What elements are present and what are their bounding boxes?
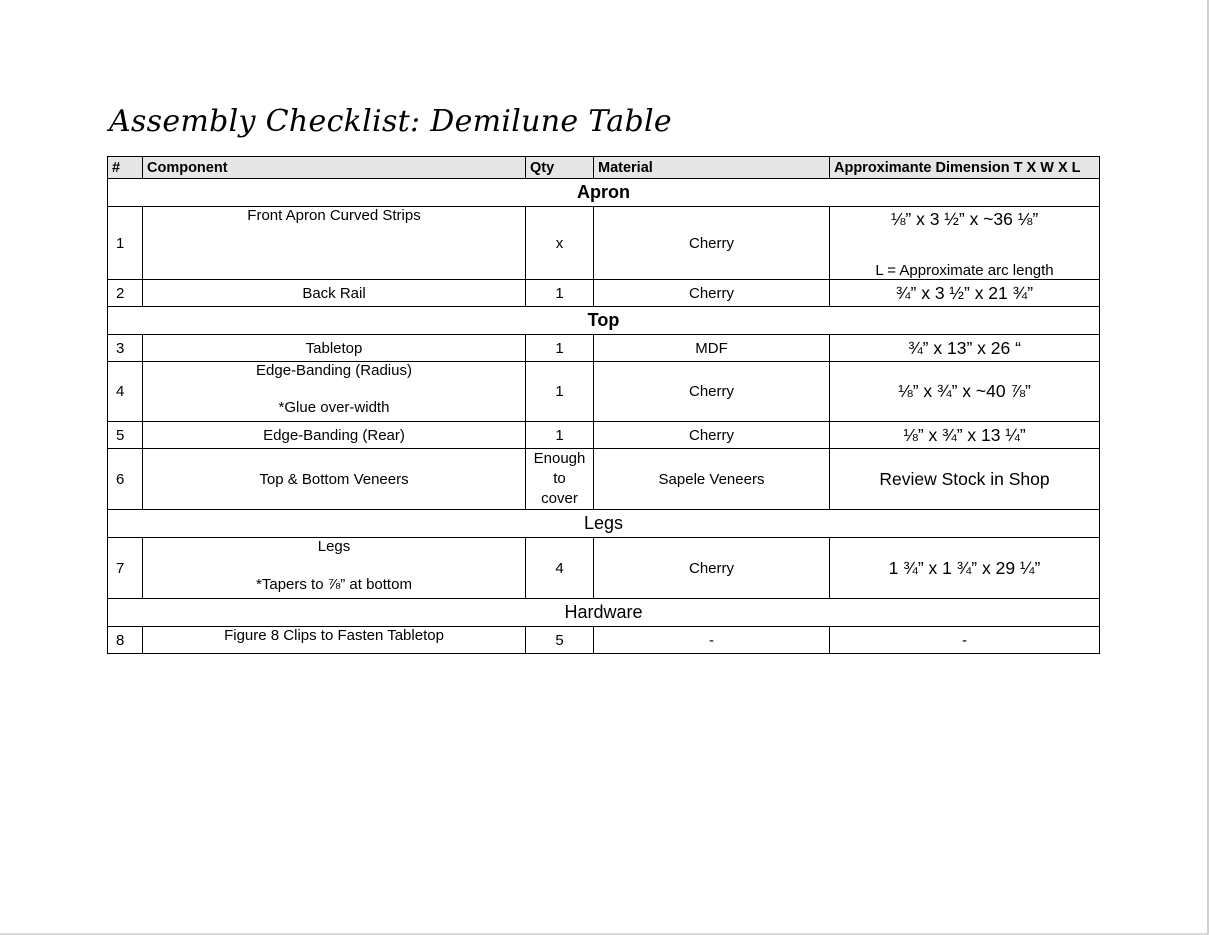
component-cell [143,362,526,422]
table-row [108,207,1100,280]
material-cell: Cherry [594,280,830,307]
section-title: Legs [108,510,1100,538]
section-row-hardware [108,599,1100,627]
document-title: Assembly Checklist: Demilune Table [109,104,672,139]
section-title: Hardware [108,599,1100,627]
section-row-legs [108,510,1100,538]
component-cell [143,538,526,599]
item-number: 5 [108,422,143,449]
qty-line: cover [541,490,578,507]
material-cell: Sapele Veneers [594,449,830,510]
qty-cell: 1 [526,422,594,449]
column-header-number: # [108,157,143,179]
qty-cell: 1 [526,335,594,362]
qty-cell: 1 [526,280,594,307]
material-cell: Cherry [594,362,830,422]
dimension-cell: Review Stock in Shop [830,449,1100,510]
dimension-value: ⅛” x 3 ½” x ~36 ⅛” [890,209,1039,229]
table-row [108,335,1100,362]
item-number: 2 [108,280,143,307]
item-number: 6 [108,449,143,510]
material-cell: - [594,627,830,654]
dimension-cell: 1 ¾” x 1 ¾” x 29 ¼” [830,538,1100,599]
qty-cell [526,449,594,510]
item-number: 8 [108,627,143,654]
column-header-dimension: Approximante Dimension T X W X L [830,157,1100,179]
component-cell: Tabletop [143,335,526,362]
table-header-row [108,157,1100,179]
column-header-component: Component [143,157,526,179]
component-note: *Tapers to ⅞” at bottom [256,576,412,593]
component-label: Legs [317,538,351,555]
dimension-cell: ⅛” x ¾” x ~40 ⅞” [830,362,1100,422]
component-cell: Back Rail [143,280,526,307]
dimension-cell: ¾” x 3 ½” x 21 ¾” [830,280,1100,307]
component-cell: Figure 8 Clips to Fasten Tabletop [143,627,526,654]
assembly-checklist-table [107,156,1100,654]
component-label: Edge-Banding (Radius) [256,362,412,379]
material-cell: Cherry [594,207,830,280]
item-number: 3 [108,335,143,362]
qty-cell: 1 [526,362,594,422]
table-row [108,538,1100,599]
section-row-top [108,307,1100,335]
qty-line: Enough [533,450,586,467]
dimension-cell: ⅛” x ¾” x 13 ¼” [830,422,1100,449]
table-row [108,627,1100,654]
qty-cell: 5 [526,627,594,654]
table-row [108,422,1100,449]
section-title: Top [108,307,1100,335]
component-note: *Glue over-width [278,399,390,416]
table-row [108,449,1100,510]
item-number: 1 [108,207,143,280]
dimension-cell [830,207,1100,280]
material-cell: Cherry [594,538,830,599]
dimension-note: L = Approximate arc length [875,262,1054,279]
dimension-cell: ¾” x 13” x 26 “ [830,335,1100,362]
dimension-cell: - [830,627,1100,654]
qty-cell: x [526,207,594,280]
section-row-apron [108,179,1100,207]
column-header-qty: Qty [526,157,594,179]
material-cell: MDF [594,335,830,362]
table-row [108,280,1100,307]
component-cell: Front Apron Curved Strips [143,207,526,280]
qty-line: to [553,470,566,487]
component-cell: Edge-Banding (Rear) [143,422,526,449]
item-number: 4 [108,362,143,422]
table-row [108,362,1100,422]
column-header-material: Material [594,157,830,179]
material-cell: Cherry [594,422,830,449]
qty-cell: 4 [526,538,594,599]
component-cell: Top & Bottom Veneers [143,449,526,510]
item-number: 7 [108,538,143,599]
section-title: Apron [108,179,1100,207]
